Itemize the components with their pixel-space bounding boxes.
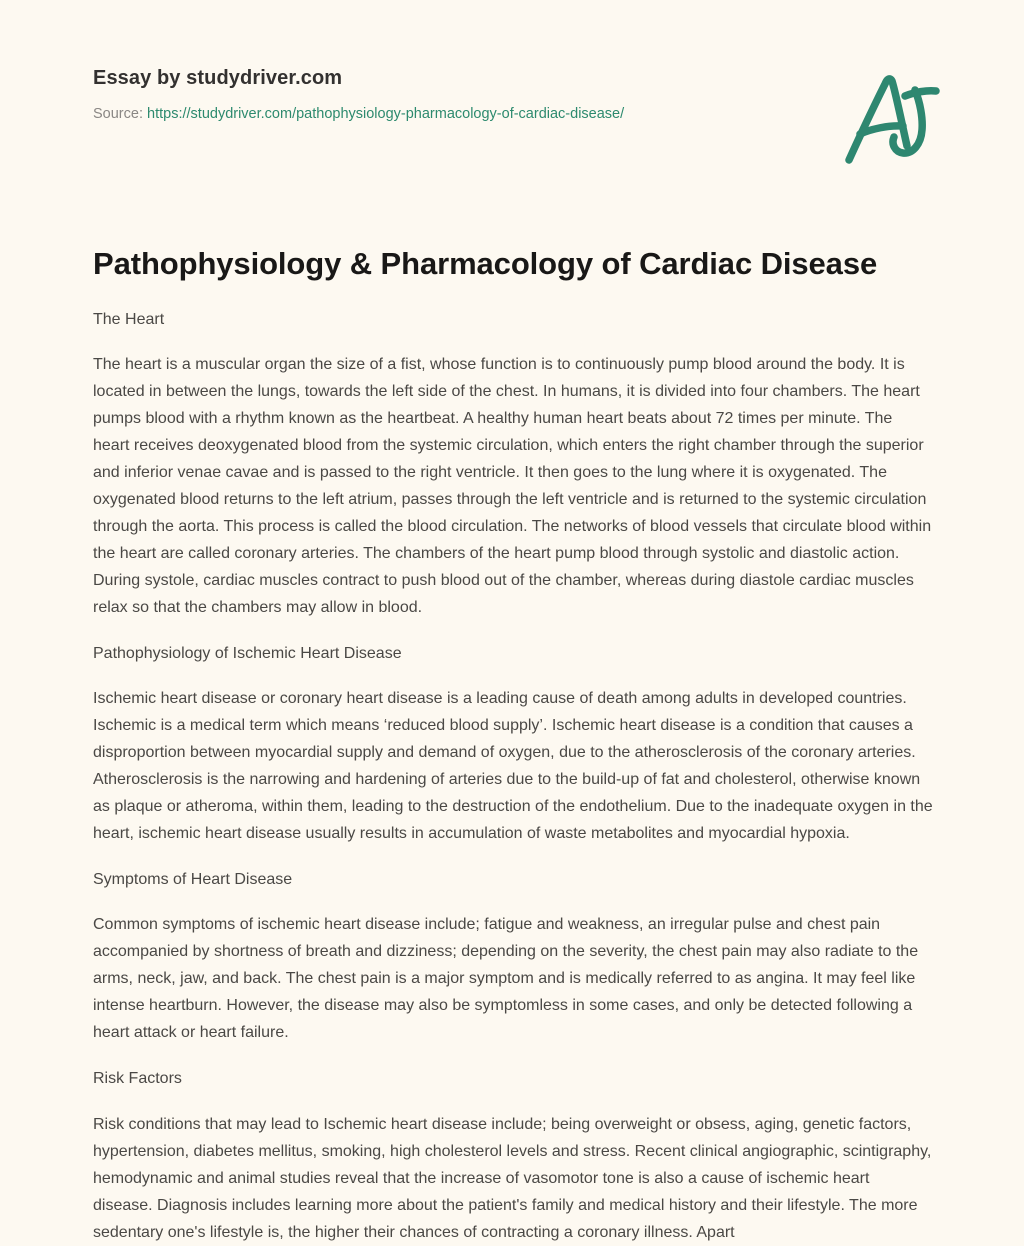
source-url-link[interactable]: https://studydriver.com/pathophysiology-pharmacology-of-cardiac-disease/ [147, 106, 625, 122]
section-heading-symptoms: Symptoms of Heart Disease [93, 871, 293, 889]
section-body-symptoms: Common symptoms of ischemic heart disease include; fatigue and weakness, an irregular pulse and chest pain accompanied by shortness of breath and dizziness; depending on the severity, the chest pain may also radiate to the arms, neck, jaw, and back. The chest pain is a major symptom and is medically referred to as angina. It may feel like intense heartburn. However, the disease may also be symptomless in some cases, and only be detected following a heart attack or heart failure. [93, 916, 919, 1042]
source-line [93, 105, 960, 124]
section-body-pathophysiology: Ischemic heart disease or coronary heart disease is a leading cause of death among adults in developed countries. Ischemic is a medical term which means ‘reduced blood supply’. Ischemic heart disease is a condition that causes a disproportion between myocardial supply and demand of oxygen, due to the atherosclerosis of the coronary arteries. Atherosclerosis is the narrowing and hardening of arteries due to the build-up of fat and cholesterol, otherwise known as plaque or atheroma, within them, leading to the destruction of the endothelium. Due to the inadequate oxygen in the heart, ischemic heart disease usually results in accumulation of waste metabolites and myocardial hypoxia. [93, 690, 933, 843]
section-body-the-heart: The heart is a muscular organ the size of a fist, whose function is to continuously pump blood around the body. It is located in between the lungs, towards the left side of the chest. In humans, it is divided into four chambers. The heart pumps blood with a rhythm known as the heartbeat. A healthy human heart beats about 72 times per minute. The heart receives deoxygenated blood from the systemic circulation, which enters the right chamber through the superior and inferior venae cavae and is passed to the right ventricle. It then goes to the lung where it is oxygenated. The oxygenated blood returns to the left atrium, passes through the left ventricle and is returned to the systemic circulation through the aorta. This process is called the blood circulation. The networks of blood vessels that circulate blood within the heart are called coronary arteries. The chambers of the heart pump blood through systolic and diastolic action. During systole, cardiac muscles contract to push blood out of the chamber, whereas during diastole cardiac muscles relax so that the chambers may allow in blood. [93, 355, 932, 616]
section-body-risk-factors: Risk conditions that may lead to Ischemic heart disease include; being overweight or obsess, aging, genetic factors, hypertension, diabetes mellitus, smoking, high cholesterol levels and stress. Recent clinical angiographic, scintigraphy, hemodynamic and animal studies reveal that the increase of vasomotor tone is also a cause of ischemic heart disease. Diagnosis includes learning more about the patient's family and medical history and their lifestyle. The more sedentary one's lifestyle is, the higher their chances of contracting a coronary illness. Apart [93, 1115, 932, 1241]
document-content [93, 245, 933, 1246]
a-plus-logo-icon [837, 68, 949, 168]
section-heading-the-heart: The Heart [93, 310, 165, 328]
essay-byline: Essay by studydriver.com [93, 67, 343, 89]
page-title: Pathophysiology & Pharmacology of Cardiac Disease [93, 246, 878, 281]
section-heading-risk-factors: Risk Factors [93, 1070, 182, 1088]
section-heading-pathophysiology: Pathophysiology of Ischemic Heart Disease [93, 644, 402, 662]
source-label: Source: [93, 106, 143, 122]
a-plus-logo [837, 68, 949, 168]
